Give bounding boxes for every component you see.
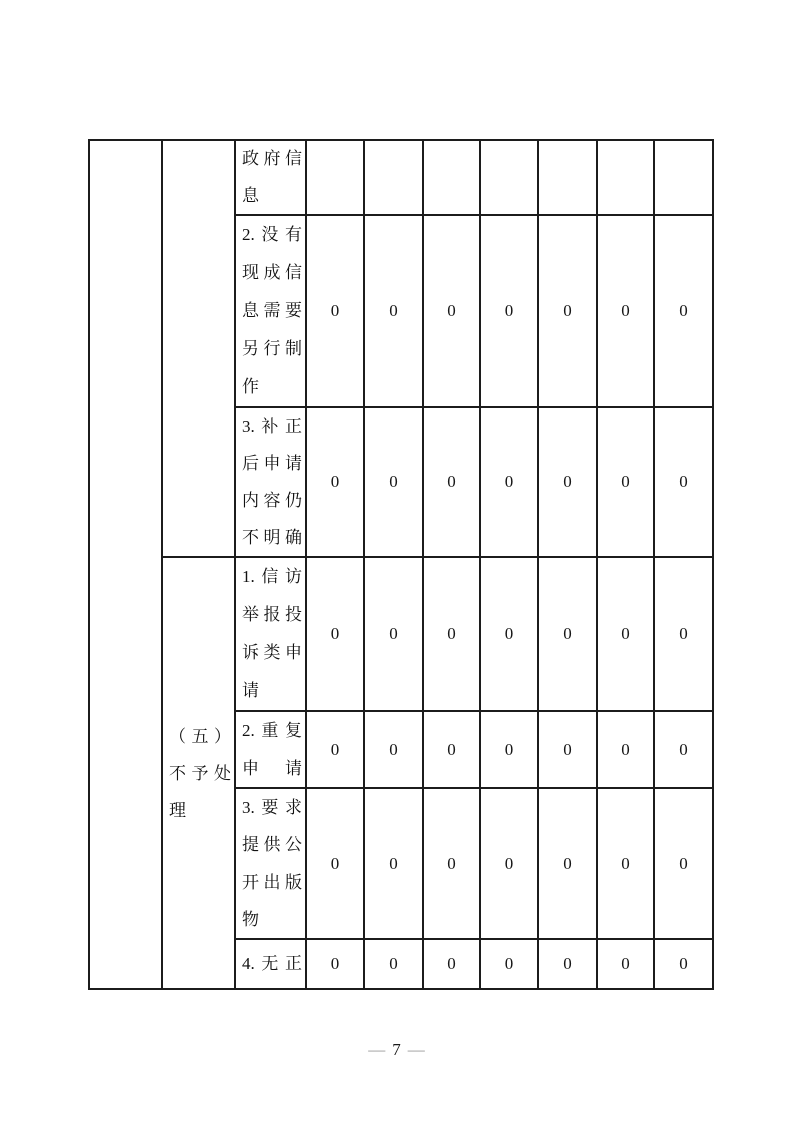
row-label-line: 3.补正: [242, 417, 302, 436]
value-cell: 0: [654, 407, 713, 557]
value-cell: 0: [538, 711, 597, 788]
row-label-line: 2.重复: [242, 721, 302, 740]
value-cell: 0: [364, 215, 423, 407]
row-label-line: 3.要求: [242, 798, 302, 817]
section-label-line: 理: [169, 800, 186, 820]
value-cell: 0: [654, 788, 713, 939]
row-label-line: 现成信: [242, 263, 302, 282]
row-label-cell: [235, 557, 306, 711]
section-label-line: 不予处: [169, 763, 231, 783]
row-label-cell: [235, 140, 306, 215]
row-label-line: 1.信访: [242, 567, 302, 586]
value-cell: 0: [480, 407, 538, 557]
value-cell: 0: [423, 788, 480, 939]
page-number-footer: [0, 1036, 793, 1064]
row-label-cell: [235, 939, 306, 989]
value-cell: 0: [423, 557, 480, 711]
row-label-line: 息需要: [242, 301, 302, 320]
row-label-cell: [235, 215, 306, 407]
value-cell: [480, 140, 538, 215]
value-cell: 0: [423, 711, 480, 788]
value-cell: 0: [597, 407, 654, 557]
table-row: [89, 557, 713, 711]
row-label-line: 不明确: [242, 528, 302, 547]
value-cell: 0: [364, 557, 423, 711]
section-label-line: （五）: [169, 726, 231, 746]
row-label-line: 开出版: [242, 872, 302, 892]
value-cell: [423, 140, 480, 215]
value-cell: 0: [480, 939, 538, 989]
row-label-line: 举报投: [242, 605, 302, 624]
left-span-cell: [89, 140, 162, 989]
value-cell: 0: [538, 788, 597, 939]
value-cell: 0: [597, 711, 654, 788]
value-cell: [654, 140, 713, 215]
value-cell: 0: [364, 711, 423, 788]
value-cell: 0: [306, 788, 364, 939]
value-cell: 0: [538, 557, 597, 711]
value-cell: 0: [480, 557, 538, 711]
value-cell: 0: [306, 711, 364, 788]
value-cell: 0: [306, 939, 364, 989]
row-label-line: 另行制: [242, 339, 302, 358]
value-cell: 0: [538, 939, 597, 989]
row-label-line: 2.没有: [242, 225, 302, 244]
report-table: [88, 139, 714, 990]
value-cell: 0: [480, 788, 538, 939]
value-cell: 0: [364, 939, 423, 989]
section-label-cell: [162, 140, 235, 557]
row-label-line: 4.无正: [242, 954, 302, 973]
value-cell: 0: [480, 215, 538, 407]
value-cell: 0: [306, 557, 364, 711]
value-cell: 0: [423, 939, 480, 989]
row-label-cell: [235, 788, 306, 939]
value-cell: [597, 140, 654, 215]
value-cell: 0: [654, 215, 713, 407]
value-cell: 0: [538, 407, 597, 557]
row-label-line: 后申请: [242, 454, 302, 473]
row-label-line: 诉类申: [242, 643, 302, 662]
row-label-line: 内容仍: [242, 491, 302, 510]
row-label-line: 息: [242, 185, 259, 205]
page-number: 7: [392, 1040, 401, 1059]
table-row: [89, 140, 713, 215]
value-cell: 0: [423, 407, 480, 557]
value-cell: [538, 140, 597, 215]
row-label-line: 作: [242, 377, 259, 396]
value-cell: 0: [654, 711, 713, 788]
value-cell: 0: [597, 215, 654, 407]
row-label-cell: [235, 407, 306, 557]
value-cell: 0: [364, 407, 423, 557]
row-label-line: 请: [242, 681, 259, 700]
value-cell: 0: [306, 407, 364, 557]
value-cell: 0: [480, 711, 538, 788]
section-label-cell: [162, 557, 235, 989]
value-cell: 0: [364, 788, 423, 939]
value-cell: [364, 140, 423, 215]
value-cell: [306, 140, 364, 215]
footer-dash-left: —: [368, 1040, 386, 1059]
value-cell: 0: [654, 939, 713, 989]
row-label-line: 政府信: [242, 149, 302, 168]
row-label-line: 物: [242, 909, 259, 929]
value-cell: 0: [597, 557, 654, 711]
row-label-cell: [235, 711, 306, 788]
value-cell: 0: [597, 788, 654, 939]
report-table-body: [89, 140, 713, 989]
footer-dash-right: —: [407, 1040, 425, 1059]
value-cell: 0: [306, 215, 364, 407]
value-cell: 0: [423, 215, 480, 407]
value-cell: 0: [654, 557, 713, 711]
row-label-line: 申请: [242, 758, 302, 778]
row-label-line: 提供公: [242, 835, 302, 855]
value-cell: 0: [538, 215, 597, 407]
value-cell: 0: [597, 939, 654, 989]
